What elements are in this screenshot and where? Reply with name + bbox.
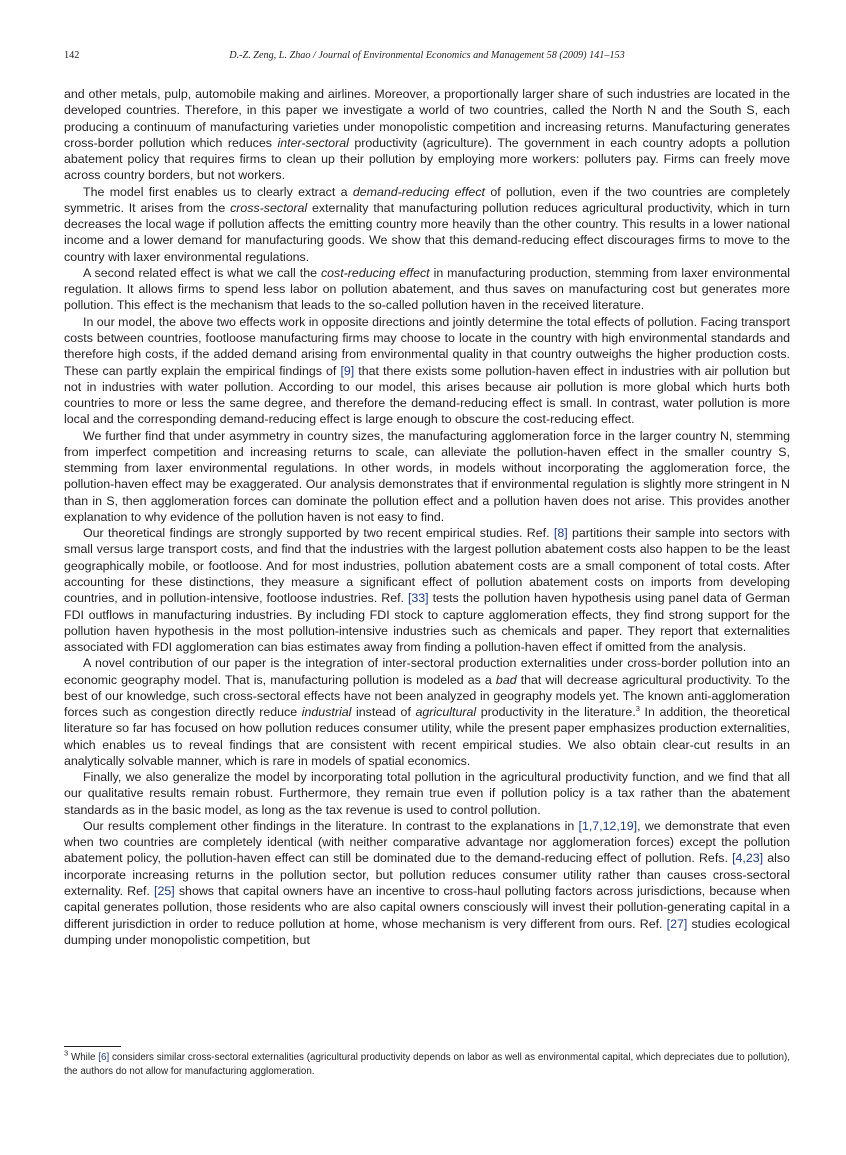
footnote: $^3$ While [6] considers similar cross-sectoral externalities (agricultural productivity depends on labor as well as environmental capital, which depreciates due to pollution), the authors do not allow for manufacturing agglomeration.: [64, 1048, 790, 1077]
paragraph: The model first enables us to clearly extract a demand-reducing effect of pollution, even if the two countries are completely symmetric. It arises from the cross-sectoral externality that manufacturing pollution reduces agricultural productivity, which in turn decreases the local wage if pollution affects the emitting country more heavily than the other country. This results in a lower national income and a lower demand for manufacturing goods. We show that this demand-reducing effect discourages firms to move to the country with laxer environmental regulations.: [64, 184, 790, 264]
paragraph: and other metals, pulp, automobile making and airlines. Moreover, a proportionally larger share of such industries are located in the developed countries. Therefore, in this paper we investigate a world of two countries, called the North N and the South S, each producing a continuum of manufacturing varieties under monopolistic competition and increasing returns. Manufacturing generates cross-border pollution which reduces inter-sectoral productivity (agriculture). The government in each country adopts a pollution abatement policy that requires firms to clean up their pollution by employing more workers: polluters pay. Firms can freely move across country borders, but not workers.: [64, 87, 790, 183]
running-header: [64, 50, 790, 66]
paragraph: A novel contribution of our paper is the integration of inter-sectoral production externalities under cross-border pollution into an economic geography model. That is, manufacturing pollution is modeled as a bad that will decrease agricultural productivity. To the best of our knowledge, such cross-sectoral effects have not been analyzed in geography models yet. The known anti-agglomeration forces such as congestion directly reduce industrial instead of agricultural productivity in the literature.$^3$ In addition, the theoretical literature so far has focused on how pollution reduces consumer utility, while the present paper emphasizes production externalities, which enables us to reveal findings that are consistent with recent empirical studies. We also obtain clear-cut results in an analytically solvable manner, which is rare in models of spatial economics.: [64, 656, 790, 768]
citation-link[interactable]: [25]: [154, 884, 175, 899]
citation-link[interactable]: [6]: [98, 1052, 110, 1063]
citation-link[interactable]: [33]: [407, 591, 429, 606]
paragraph: A second related effect is what we call the cost-reducing effect in manufacturing production, stemming from laxer environmental regulation. It allows firms to spend less labor on pollution abatement, and thus saves on manufacturing cost but generates more pollution. This effect is the mechanism that leads to the so-called pollution haven in the received literature.: [64, 265, 790, 313]
paragraph: We further find that under asymmetry in country sizes, the manufacturing agglomeration force in the larger country N, stemming from imperfect competition and increasing returns to scale, can alleviate the pollution-haven effect in the smaller country S, stemming from laxer environmental regulations. In other words, in models without incorporating the agglomeration force, the pollution-haven effect may be exaggerated. Our analysis demonstrates that if environmental regulation is slightly more stringent in N than in S, then agglomeration forces can dominate the pollution effect and a pollution haven does not arise. This provides another explanation to why evidence of the pollution haven is not easy to find.: [64, 428, 790, 524]
paragraph: Our results complement other findings in the literature. In contrast to the explanations in [1,7,12,19], we demonstrate that even when two countries are completely identical (with neither comparative advantage nor agglomeration forces) except the pollution abatement policy, the pollution-haven effect can still be dominated due to the demand-reducing effect of pollution. Refs. [4,23] also incorporate increasing returns in the pollution sector, but pollution reduces consumer utility rather than causes cross-sectoral externality. Ref. [25] shows that capital owners have an incentive to cross-haul polluting factors across jurisdictions, because when capital generates pollution, those residents who are also capital owners consciously will invest their pollution-generating capital in a different jurisdiction in order to reduce pollution at home, whose mechanism is very different from ours. Ref. [27] studies ecological dumping under monopolistic competition, but: [64, 818, 791, 947]
footnote-number: 3: [64, 1048, 69, 1058]
footnote-divider: [64, 1046, 121, 1047]
paragraph: Finally, we also generalize the model by incorporating total pollution in the agricultural productivity function, and we find that all our qualitative results remain robust. Furthermore, they remain true even if pollution policy is a tax rather than the abatement standards as in the basic model, as long as the tax revenue is used to control pollution.: [64, 770, 790, 817]
footnote-marker[interactable]: 3: [635, 703, 640, 713]
article-body: [64, 86, 790, 948]
citation-link[interactable]: [9]: [340, 363, 355, 378]
citation-link[interactable]: [27]: [666, 916, 688, 931]
citation-link[interactable]: [8]: [553, 526, 568, 541]
citation-link[interactable]: [1,7,12,19]: [578, 818, 638, 833]
paragraph: In our model, the above two effects work in opposite directions and jointly determine the total effects of pollution. Facing transport costs between countries, footloose manufacturing firms may choose to locate in the country with high environmental standards and therefore high costs, if the added demand arising from environmental quality in that country outweighs the higher production costs. These can partly explain the empirical findings of [9] that there exists some pollution-haven effect in industries with air pollution but not in industries with water pollution. According to our model, this arises because air pollution is more global which hurts both countries to more or less the same degree, and therefore the demand-reducing effect is small. In contrast, water pollution is more local and the corresponding demand-reducing effect is large enough to obscure the cost-reducing effect.: [64, 314, 790, 427]
citation-link[interactable]: [4,23]: [732, 851, 764, 866]
running-head-citation: D.-Z. Zeng, L. Zhao / Journal of Environmental Economics and Management 58 (2009) 141–153: [229, 50, 625, 61]
paragraph: Our theoretical findings are strongly supported by two recent empirical studies. Ref. [8] partitions their sample into sectors with small versus large transport costs, and find that the industries with the largest pollution abatement costs also happen to be the least geographically mobile, or footloose. And for most industries, pollution abatement costs are a small component of total costs. After accounting for these distinctions, they measure a significant effect of pollution abatement costs on imports from developing countries, and in pollution-intensive, footloose industries. Ref. [33] tests the pollution haven hypothesis using panel data of German FDI outflows in manufacturing industries. By including FDI stock to capture agglomeration effects, they find strong support for the pollution haven hypothesis in the most pollution-intensive industries such as chemicals and paper. They report that externalities associated with FDI agglomeration can bias estimates away from finding a pollution-haven effect if omitted from the analysis.: [64, 526, 790, 655]
page-number: 142: [64, 50, 80, 61]
